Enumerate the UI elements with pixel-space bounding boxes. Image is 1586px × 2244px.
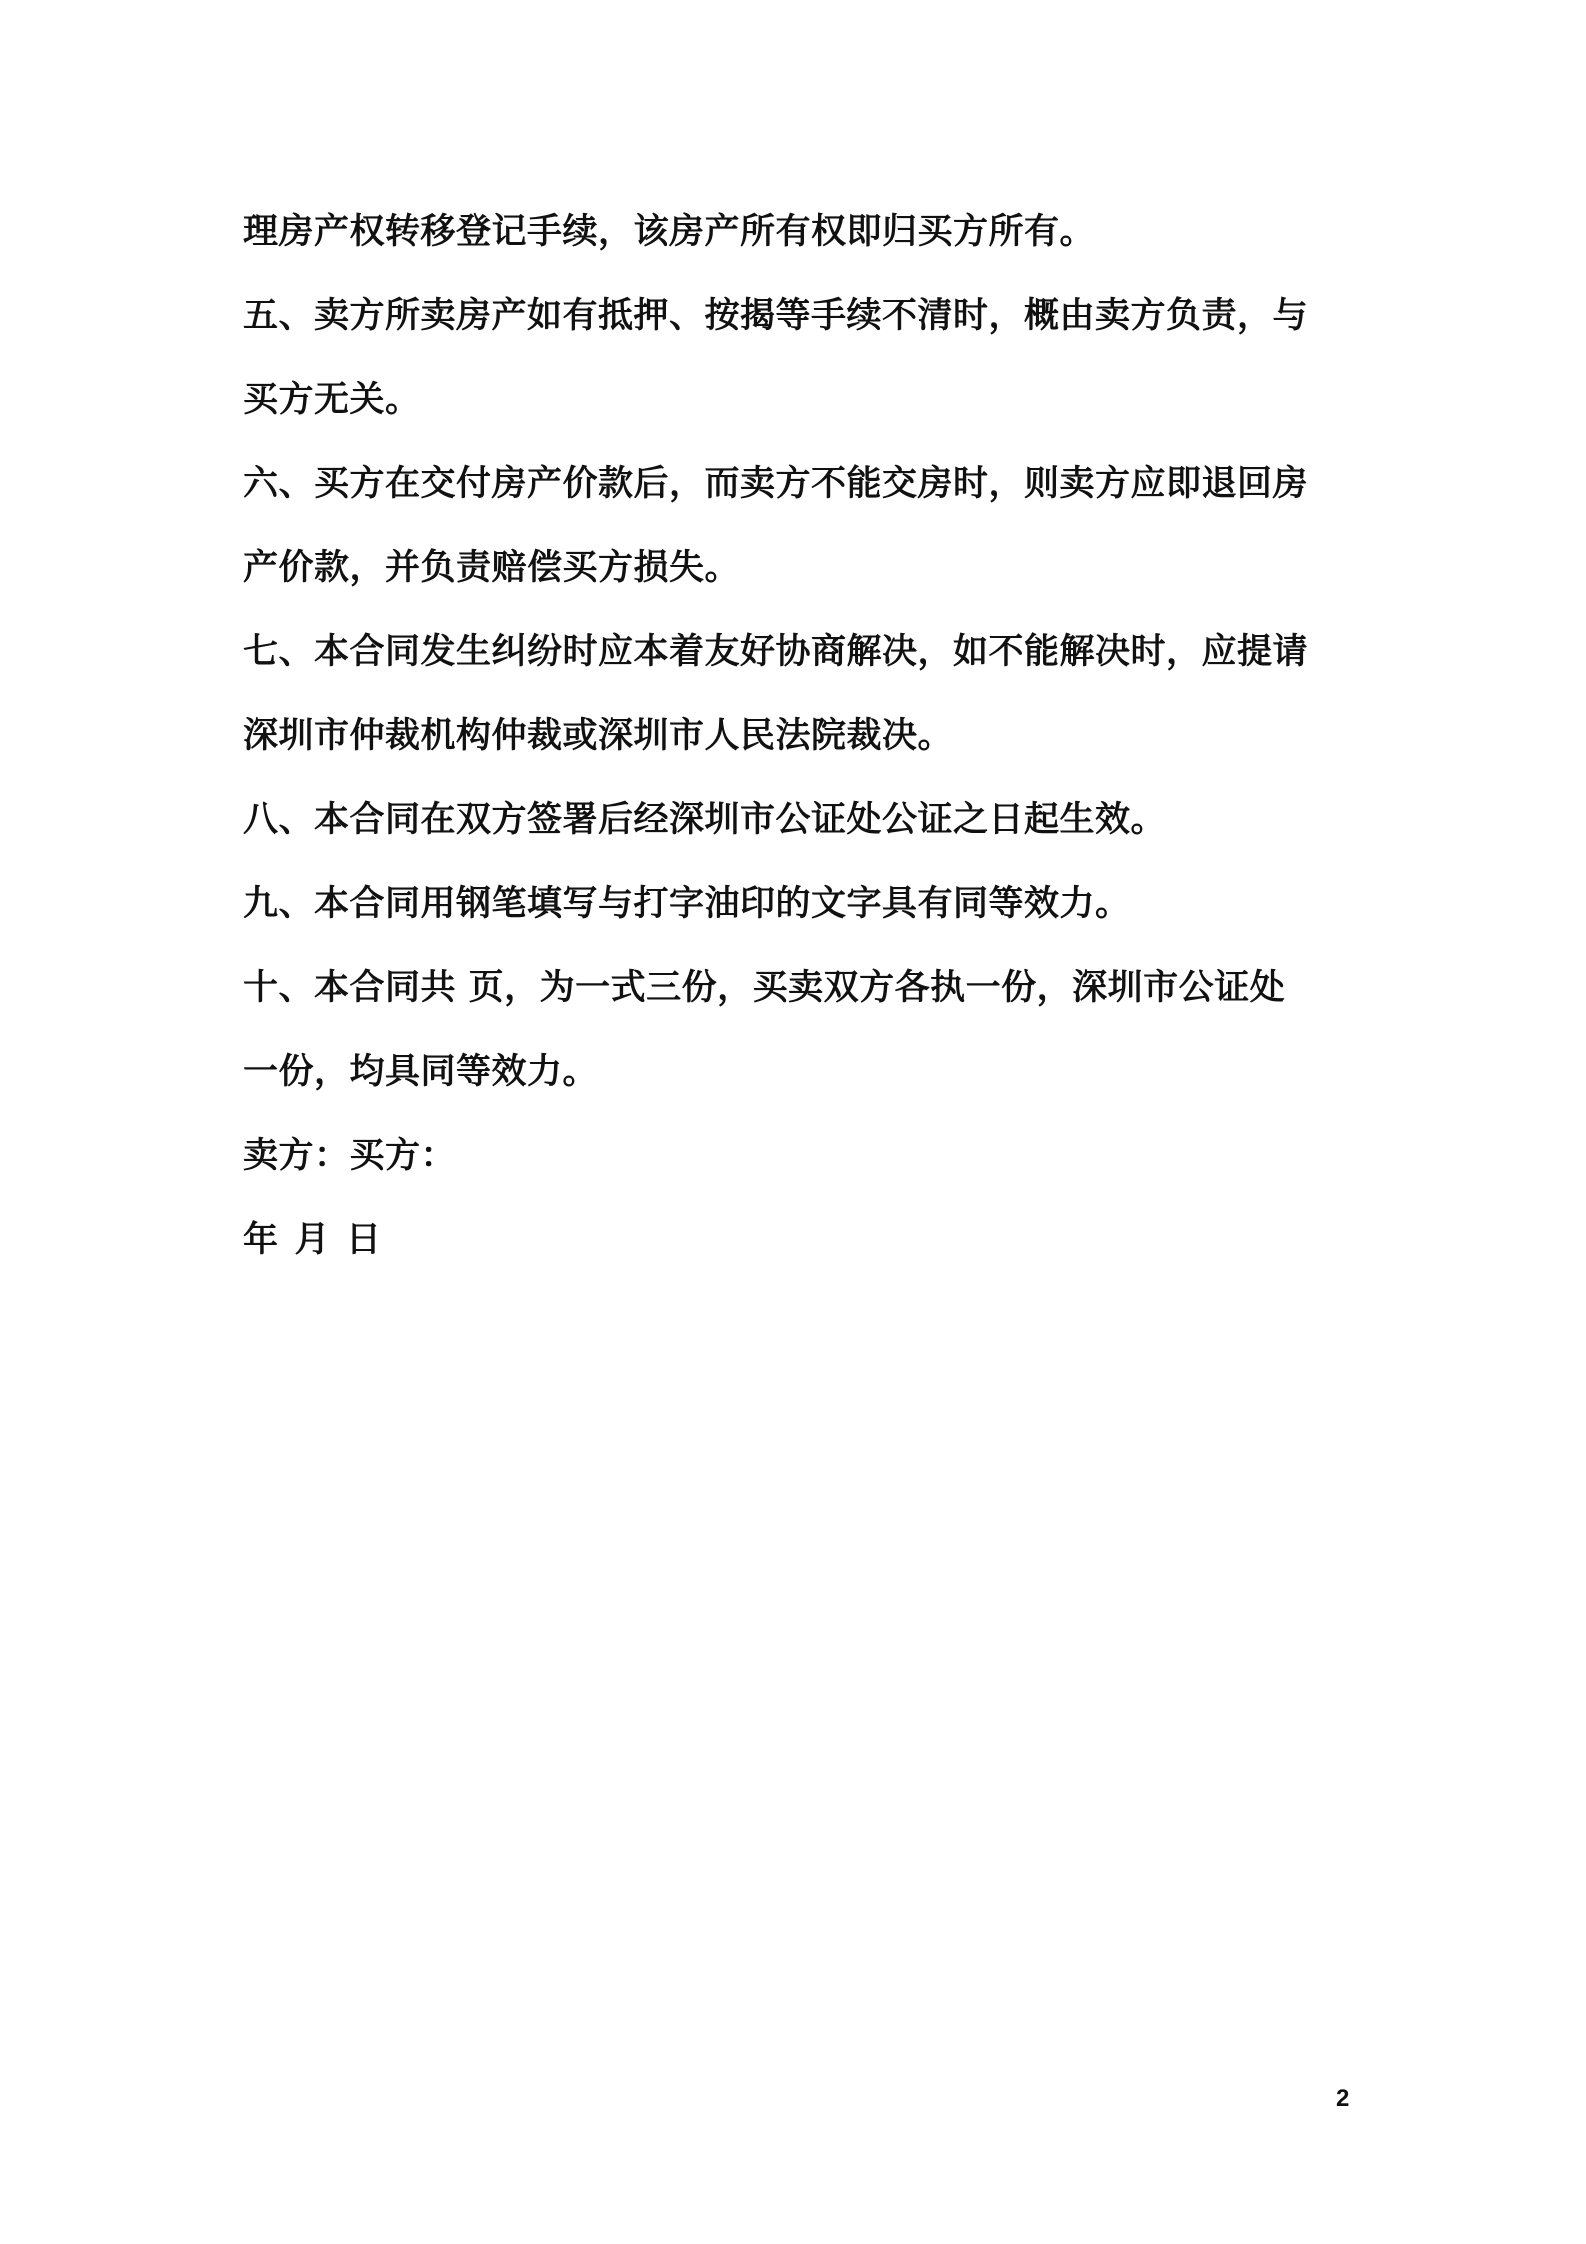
clause-9: 九、本合同用钢笔填写与打字油印的文字具有同等效力。 xyxy=(243,884,1131,924)
clause-5-line-1: 五、卖方所卖房产如有抵押、按揭等手续不清时，概由卖方负责，与 xyxy=(243,296,1309,336)
contract-body xyxy=(243,190,1363,1282)
clause-8: 八、本合同在双方签署后经深圳市公证处公证之日起生效。 xyxy=(243,800,1167,840)
clause-6-line-2: 产价款，并负责赔偿买方损失。 xyxy=(243,548,741,588)
date-month: 月 xyxy=(294,1220,331,1260)
clause-4-continuation: 理房产权转移登记手续，该房产所有权即归买方所有。 xyxy=(243,212,1096,252)
date-year: 年 xyxy=(243,1220,279,1260)
clause-7-line-1: 七、本合同发生纠纷时应本着友好协商解决，如不能解决时，应提请 xyxy=(243,632,1309,672)
signature-line xyxy=(243,1114,1363,1198)
clause-6-line-1: 六、买方在交付房产价款后，而卖方不能交房时，则卖方应即退回房 xyxy=(243,464,1309,504)
clause-5-line-2: 买方无关。 xyxy=(243,380,421,420)
clause-10-line-2: 一份，均具同等效力。 xyxy=(243,1052,599,1092)
seller-label: 卖方： xyxy=(243,1136,350,1176)
clause-7-line-2: 深圳市仲裁机构仲裁或深圳市人民法院裁决。 xyxy=(243,716,954,756)
clause-10-line-1: 十、本合同共 页，为一式三份，买卖双方各执一份，深圳市公证处 xyxy=(243,968,1286,1008)
buyer-label: 买方： xyxy=(349,1136,457,1176)
date-line xyxy=(243,1198,1363,1282)
page-number: 2 xyxy=(1336,2085,1350,2112)
date-day: 日 xyxy=(346,1220,382,1260)
